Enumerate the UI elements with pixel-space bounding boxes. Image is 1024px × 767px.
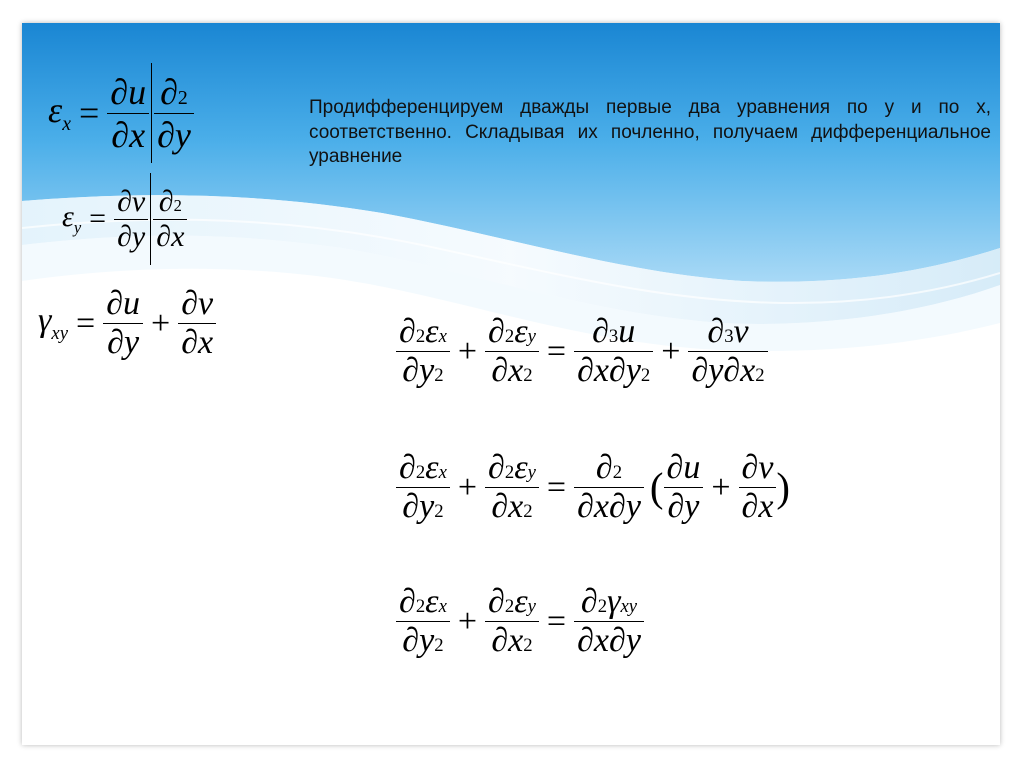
d2-epsy-dx2: ∂ 2 ε y ∂ x 2 bbox=[485, 313, 539, 390]
d2-epsx-dy2: ∂ 2 ε x ∂ y 2 bbox=[396, 449, 450, 526]
d2-dxdy-operator: ∂ 2 ∂ x ∂ y bbox=[574, 449, 644, 526]
slide bbox=[22, 23, 1000, 745]
dv-dx-fraction: ∂ v ∂ x bbox=[739, 449, 777, 526]
formula-eps-x: $\varepsilon_x$ = ∂ u ∂ x ∂ 2 ∂ y bbox=[48, 63, 194, 163]
vertical-bar bbox=[150, 173, 151, 265]
d2-dy-operator: ∂ 2 ∂ y bbox=[154, 71, 194, 156]
eps-x-lhs: $\varepsilon_x$ bbox=[48, 90, 71, 136]
formula-eps-y: $\varepsilon_y$ = ∂ v ∂ y ∂ 2 ∂ x bbox=[62, 173, 187, 265]
du-dy-fraction: ∂ u ∂ y bbox=[664, 449, 704, 526]
dv-dy-fraction: ∂ v ∂ y bbox=[114, 185, 148, 254]
description-paragraph: Продифференцируем дважды первые два уравнения по y и по x, соответственно. Складывая их почленно, получаем дифференциальное уравнение bbox=[309, 97, 991, 167]
formula-compatibility-3: ∂ 2 ε x ∂ y 2 + ∂ 2 ε y ∂ x 2 = ∂ 2 γ xy ∂ x ∂ y bbox=[396, 583, 644, 660]
formula-compatibility-1: ∂ 2 ε x ∂ y 2 + ∂ 2 ε y ∂ x 2 = ∂ 3 u ∂ x ∂ y 2 + ∂ 3 v ∂ y ∂ x 2 bbox=[396, 313, 768, 390]
du-dx-fraction: ∂ u ∂ x bbox=[107, 71, 149, 156]
dv-dx-fraction: ∂ v ∂ x bbox=[178, 285, 216, 362]
d3v-dydx2: ∂ 3 v ∂ y ∂ x 2 bbox=[688, 313, 767, 390]
formula-compatibility-2: ∂ 2 ε x ∂ y 2 + ∂ 2 ε y ∂ x 2 = ∂ 2 ∂ x ∂ y ( ∂ u ∂ y + ∂ v ∂ x ) bbox=[396, 449, 790, 526]
d2-epsy-dx2: ∂ 2 ε y ∂ x 2 bbox=[485, 583, 539, 660]
d2-epsx-dy2: ∂ 2 ε x ∂ y 2 bbox=[396, 313, 450, 390]
d2-gammaxy-dxdy: ∂ 2 γ xy ∂ x ∂ y bbox=[574, 583, 644, 660]
d2-epsy-dx2: ∂ 2 ε y ∂ x 2 bbox=[485, 449, 539, 526]
d2-dx-operator: ∂ 2 ∂ x bbox=[153, 185, 187, 254]
d3u-dxdy2: ∂ 3 u ∂ x ∂ y 2 bbox=[574, 313, 653, 390]
gamma-xy-lhs: $\gamma_{xy}$ bbox=[38, 302, 68, 344]
vertical-bar bbox=[151, 63, 152, 163]
eps-y-lhs: $\varepsilon_y$ bbox=[62, 200, 82, 237]
formula-gamma-xy: $\gamma_{xy}$ = ∂ u ∂ y + ∂ v ∂ x bbox=[38, 285, 216, 362]
d2-epsx-dy2: ∂ 2 ε x ∂ y 2 bbox=[396, 583, 450, 660]
du-dy-fraction: ∂ u ∂ y bbox=[103, 285, 143, 362]
